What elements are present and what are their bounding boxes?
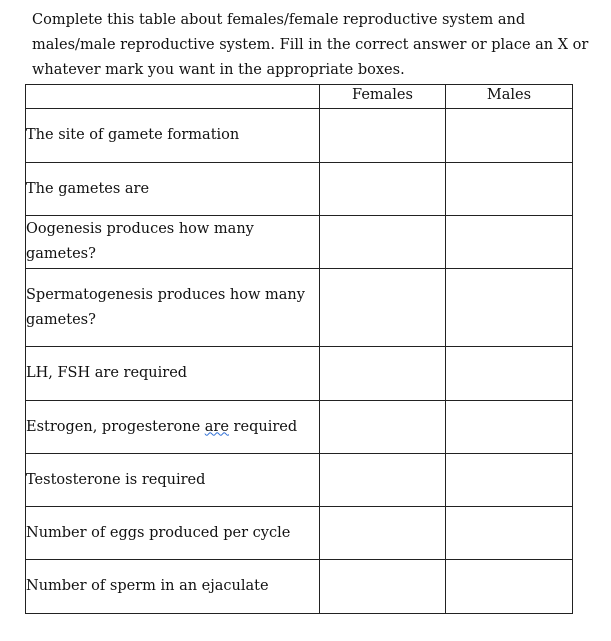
question-cell: The site of gamete formation [26,109,320,163]
header-blank-cell [26,85,320,109]
males-answer-cell[interactable] [446,507,573,560]
males-answer-cell[interactable] [446,269,573,347]
question-cell: Number of eggs produced per cycle [26,507,320,560]
question-cell: Testosterone is required [26,454,320,507]
table-row [26,109,573,163]
table-row [26,216,573,269]
males-answer-cell[interactable] [446,347,573,401]
table-header-row [26,85,573,109]
females-answer-cell[interactable] [320,216,446,269]
table-row [26,269,573,347]
table-row [26,560,573,614]
females-answer-cell[interactable] [320,109,446,163]
males-answer-cell[interactable] [446,109,573,163]
females-answer-cell[interactable] [320,507,446,560]
males-answer-cell[interactable] [446,163,573,216]
instructions-text: Complete this table about females/female reproductive system and males/male reproductive system. Fill in the correct answer or place an X or whatever mark you want in the appropriate boxes. [32,12,589,78]
males-answer-cell[interactable] [446,560,573,614]
males-answer-cell[interactable] [446,216,573,269]
females-answer-cell[interactable] [320,163,446,216]
comparison-table [25,84,573,614]
question-cell: The gametes are [26,163,320,216]
table-row [26,163,573,216]
females-answer-cell[interactable] [320,269,446,347]
question-cell: Number of sperm in an ejaculate [26,560,320,614]
question-cell [26,401,320,454]
females-answer-cell[interactable] [320,347,446,401]
question-cell: Spermatogenesis produces how many gametes? [26,269,320,347]
males-answer-cell[interactable] [446,401,573,454]
table-row [26,507,573,560]
spellcheck-flagged-word: are [204,418,229,435]
question-cell: Oogenesis produces how many gametes? [26,216,320,269]
males-answer-cell[interactable] [446,454,573,507]
question-text-part: required [228,418,298,435]
table-row [26,454,573,507]
table-row [26,347,573,401]
question-cell: LH, FSH are required [26,347,320,401]
header-males: Males [446,85,573,109]
females-answer-cell[interactable] [320,560,446,614]
table-row [26,401,573,454]
females-answer-cell[interactable] [320,454,446,507]
females-answer-cell[interactable] [320,401,446,454]
header-females: Females [320,85,446,109]
question-text-part: Estrogen, progesterone [26,418,205,435]
